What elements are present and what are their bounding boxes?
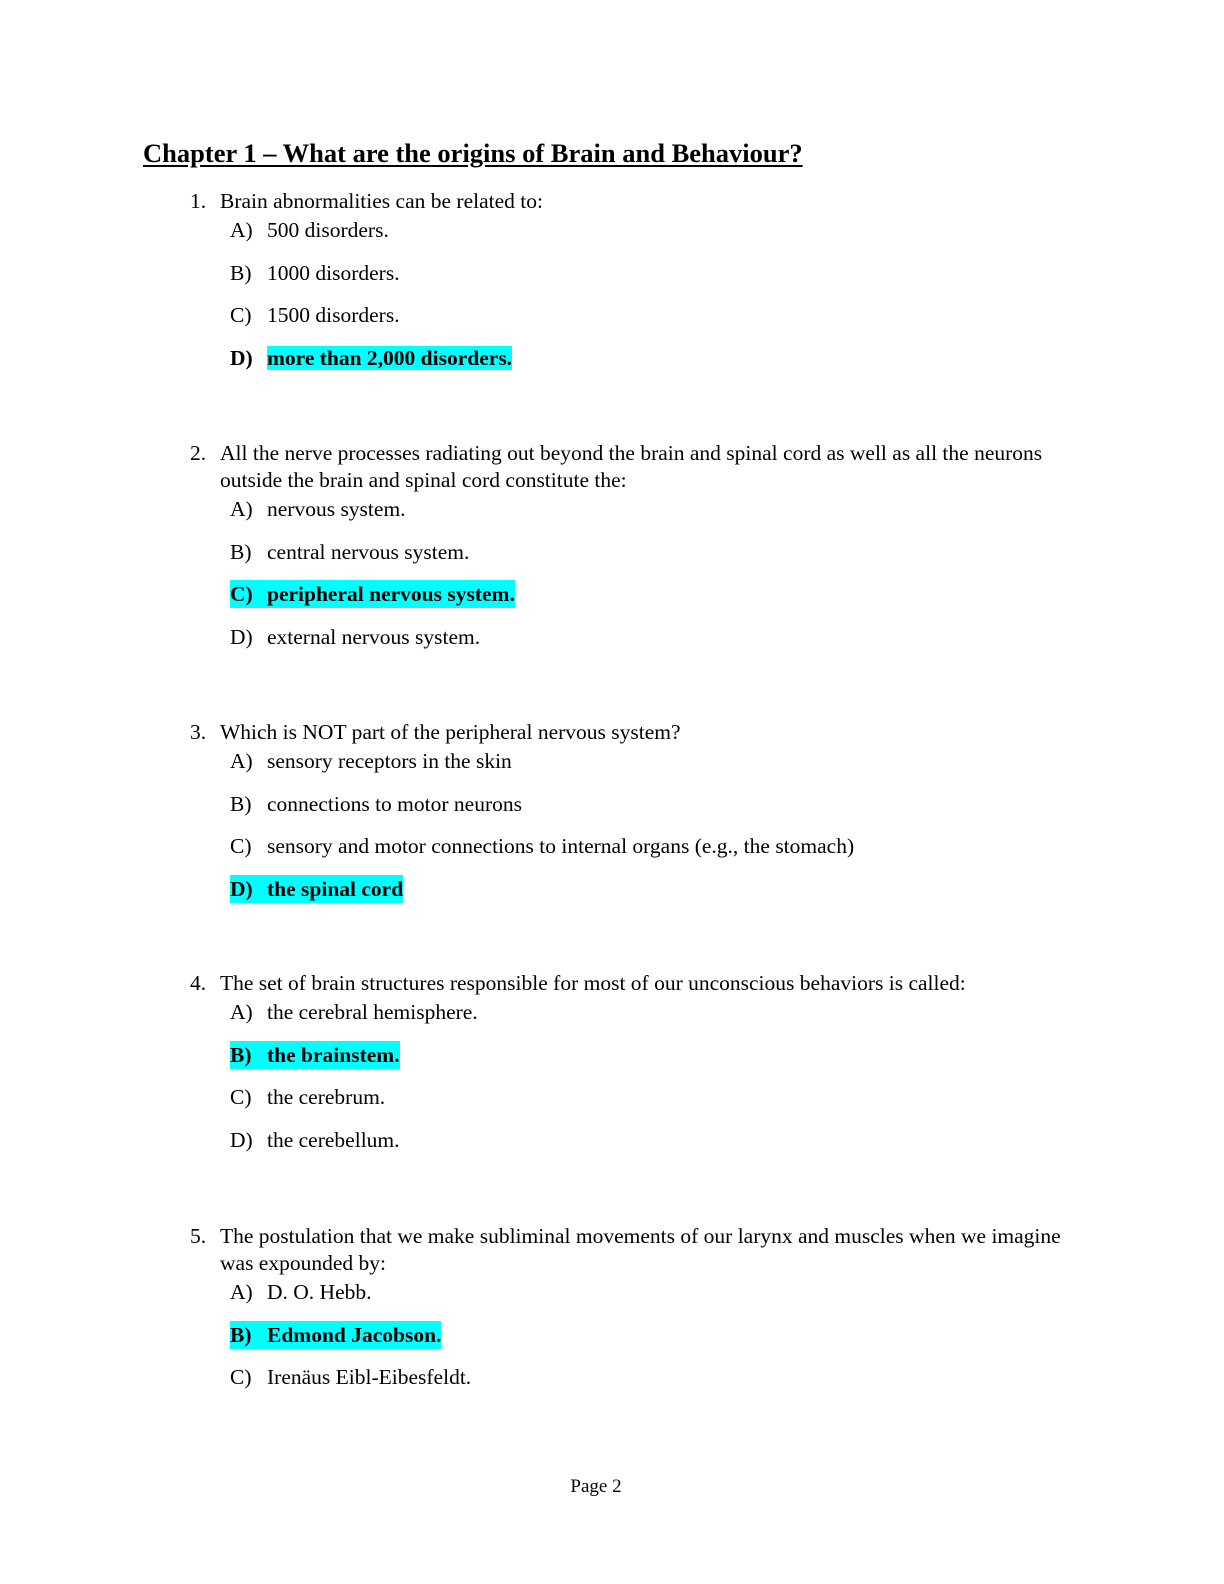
answer-option-c bbox=[190, 1362, 1070, 1405]
option-letter: C) bbox=[230, 303, 252, 328]
answer-options bbox=[190, 746, 1070, 916]
answer-option-a bbox=[190, 494, 1070, 537]
question-text: Which is NOT part of the peripheral nervous system? bbox=[220, 720, 681, 744]
option-letter: A) bbox=[230, 749, 253, 773]
answer-option-b bbox=[190, 537, 1070, 580]
option-text: the cerebellum. bbox=[267, 1127, 400, 1152]
correct-answer-option bbox=[190, 874, 1070, 917]
option-text: 1000 disorders. bbox=[267, 260, 400, 285]
answer-options bbox=[190, 215, 1070, 385]
page-number: Page 2 bbox=[570, 1476, 622, 1497]
answer-option-d bbox=[190, 1125, 1070, 1168]
question-stem bbox=[190, 1223, 1070, 1277]
option-text: D. O. Hebb. bbox=[267, 1280, 372, 1304]
question-stem bbox=[190, 188, 1070, 215]
answer-option-a bbox=[190, 997, 1070, 1040]
question-stem bbox=[190, 970, 1070, 997]
option-text: the spinal cord bbox=[267, 876, 404, 901]
question-number: 2. bbox=[190, 441, 207, 465]
answer-option-c bbox=[190, 1082, 1070, 1125]
question-text: The set of brain structures responsible for most of our unconscious behaviors is called: bbox=[220, 971, 966, 995]
question-stem bbox=[190, 719, 1070, 746]
option-letter: B) bbox=[230, 1042, 252, 1067]
option-letter: B) bbox=[230, 260, 252, 285]
question-number: 3. bbox=[190, 720, 207, 744]
answer-highlight: more than 2,000 disorders. bbox=[267, 345, 513, 370]
question-number: 4. bbox=[190, 971, 207, 995]
option-text: sensory receptors in the skin bbox=[267, 749, 512, 773]
option-letter: C) bbox=[230, 834, 252, 859]
option-text: the brainstem. bbox=[267, 1042, 400, 1067]
option-text: Edmond Jacobson. bbox=[267, 1322, 442, 1347]
correct-answer-option bbox=[190, 1040, 1070, 1083]
option-letter: B) bbox=[230, 539, 252, 564]
option-text: sensory and motor connections to internal organs (e.g., the stomach) bbox=[267, 834, 855, 859]
option-letter: D) bbox=[230, 624, 253, 649]
option-letter: A) bbox=[230, 218, 253, 242]
answer-option-a bbox=[190, 215, 1070, 258]
question-2 bbox=[190, 440, 1070, 664]
question-text: All the nerve processes radiating out beyond the brain and spinal cord as well as all the neurons outside the brain and spinal cord constitute the: bbox=[220, 441, 1043, 492]
answer-highlight bbox=[230, 580, 515, 608]
answer-option-c bbox=[190, 831, 1070, 874]
question-4 bbox=[190, 970, 1070, 1167]
option-letter: A) bbox=[230, 1000, 253, 1024]
answer-option-d bbox=[190, 622, 1070, 665]
page-title: Chapter 1 – What are the origins of Brain and Behaviour? bbox=[143, 138, 803, 168]
option-text: the cerebral hemisphere. bbox=[267, 1000, 478, 1024]
answer-options bbox=[190, 997, 1070, 1167]
question-number: 1. bbox=[190, 189, 207, 213]
answer-options bbox=[190, 1277, 1070, 1405]
answer-option-a bbox=[190, 1277, 1070, 1320]
answer-options bbox=[190, 494, 1070, 664]
question-number: 5. bbox=[190, 1224, 207, 1248]
option-text: the cerebrum. bbox=[267, 1085, 386, 1110]
answer-highlight bbox=[230, 1041, 400, 1069]
option-text: connections to motor neurons bbox=[267, 791, 522, 816]
option-text: 1500 disorders. bbox=[267, 303, 400, 328]
correct-answer-option bbox=[190, 343, 1070, 386]
option-text: nervous system. bbox=[267, 497, 406, 521]
answer-option-a bbox=[190, 746, 1070, 789]
option-text: Irenäus Eibl-Eibesfeldt. bbox=[267, 1365, 472, 1390]
option-letter: C) bbox=[230, 1085, 252, 1110]
option-letter: D) bbox=[230, 345, 253, 370]
option-letter: D) bbox=[230, 876, 253, 901]
option-letter: B) bbox=[230, 791, 252, 816]
page-footer bbox=[0, 1475, 1224, 1499]
answer-option-b bbox=[190, 789, 1070, 832]
option-text: peripheral nervous system. bbox=[267, 582, 515, 607]
option-text: central nervous system. bbox=[267, 539, 470, 564]
option-letter: C) bbox=[230, 1365, 252, 1390]
answer-highlight bbox=[230, 875, 403, 903]
correct-answer-option bbox=[190, 1320, 1070, 1363]
correct-answer-option bbox=[190, 579, 1070, 622]
option-letter: C) bbox=[230, 582, 253, 607]
option-letter: A) bbox=[230, 497, 253, 521]
question-text: Brain abnormalities can be related to: bbox=[220, 189, 543, 213]
option-text: 500 disorders. bbox=[267, 218, 389, 242]
option-text: external nervous system. bbox=[267, 624, 481, 649]
question-stem bbox=[190, 440, 1070, 494]
answer-option-c bbox=[190, 300, 1070, 343]
option-letter: A) bbox=[230, 1280, 253, 1304]
option-letter: B) bbox=[230, 1322, 252, 1347]
question-text: The postulation that we make subliminal movements of our larynx and muscles when we imagine was expounded by: bbox=[220, 1224, 1061, 1275]
question-1 bbox=[190, 188, 1070, 385]
option-letter: D) bbox=[230, 1127, 253, 1152]
answer-option-b bbox=[190, 258, 1070, 301]
answer-highlight bbox=[230, 1321, 441, 1349]
question-3 bbox=[190, 719, 1070, 916]
question-5 bbox=[190, 1223, 1070, 1405]
